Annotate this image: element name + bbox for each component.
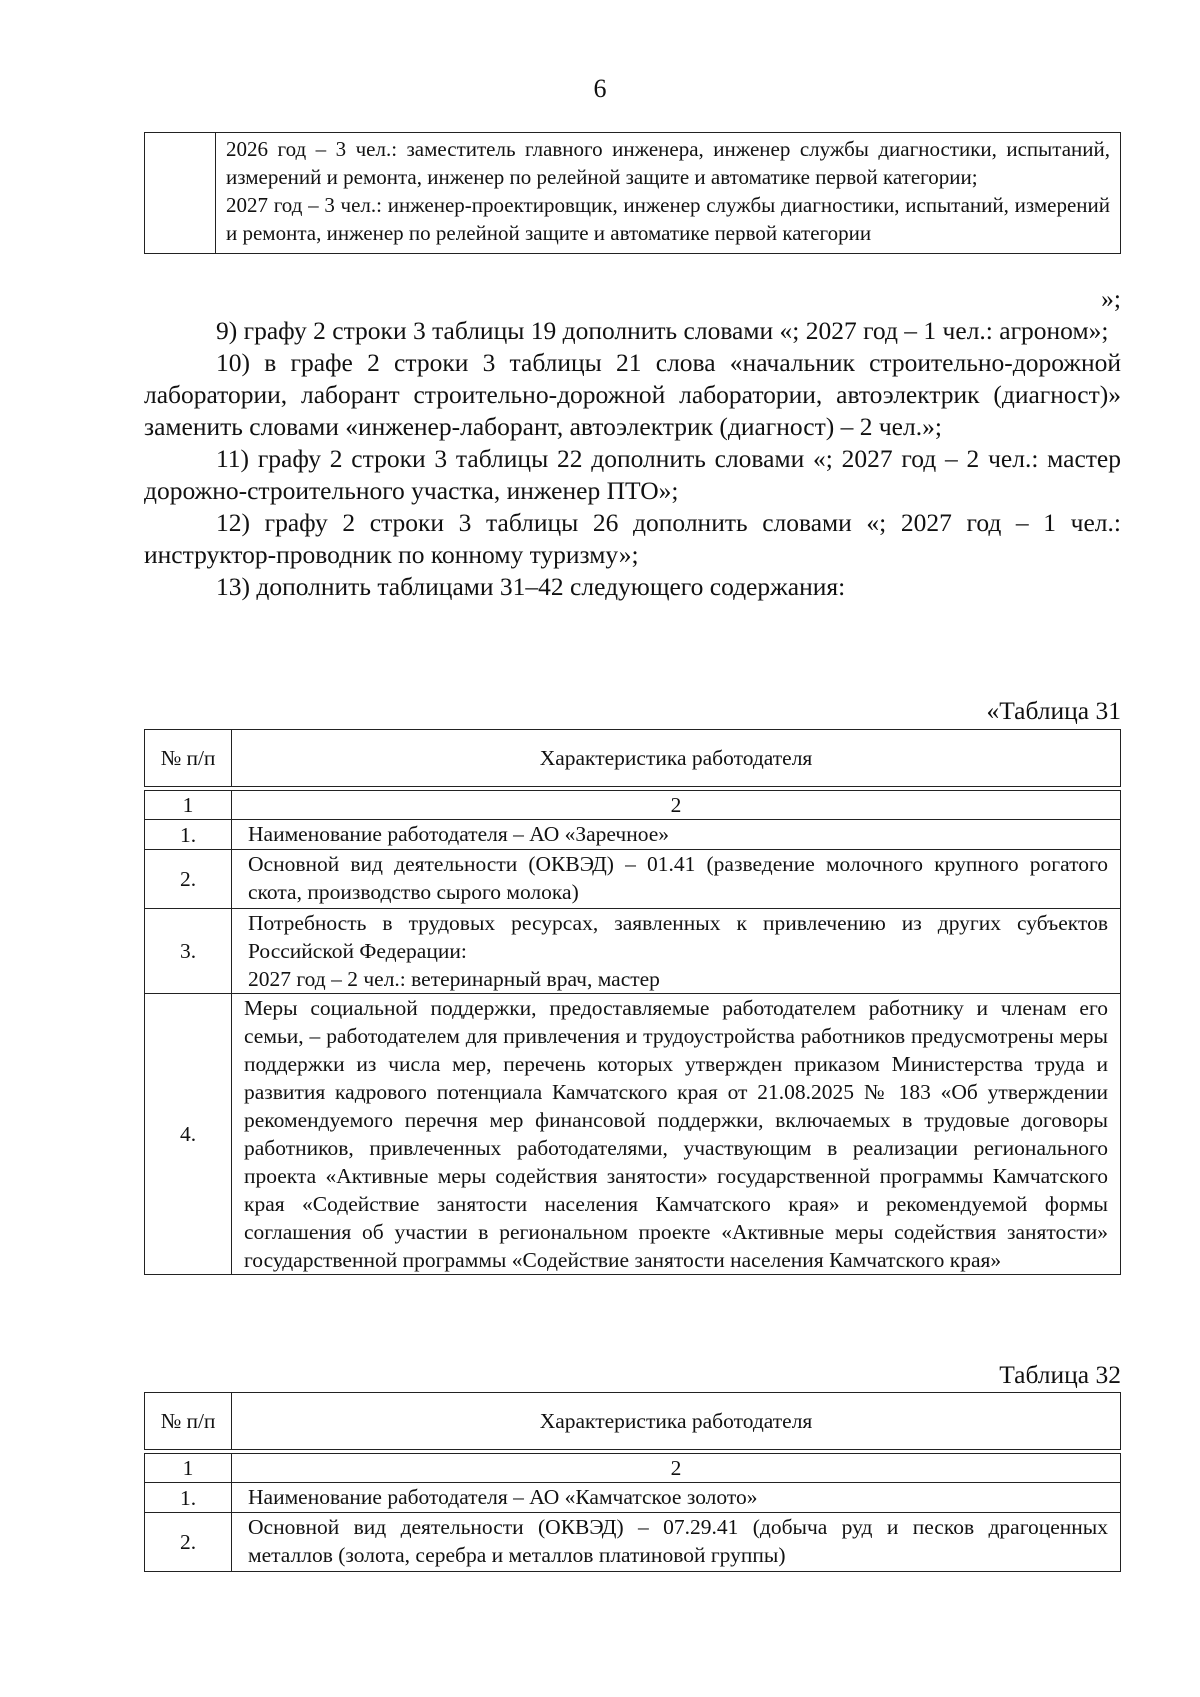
amendments-text	[144, 283, 1121, 603]
row-text: Основной вид деятельности (ОКВЭД) – 01.41 (разведение молочного крупного рогатого скота, производство сырого молока)	[232, 850, 1121, 909]
table-row	[145, 994, 1121, 1275]
col-characteristic-header: Характеристика работодателя	[232, 1393, 1121, 1450]
paragraph-9: 9) графу 2 строки 3 таблицы 19 дополнить словами «; 2027 год – 1 чел.: агроном»;	[216, 316, 1109, 345]
paragraph-12: 12) графу 2 строки 3 таблицы 26 дополнить словами «; 2027 год – 1 чел.: инструктор-проводник по конному туризму»;	[144, 508, 1121, 569]
table-row	[145, 133, 1121, 254]
table-numbering-row	[145, 791, 1121, 820]
table-row	[145, 820, 1121, 850]
table-row	[145, 909, 1121, 994]
col-number-index: 1	[145, 791, 232, 820]
table-header-row	[145, 730, 1121, 787]
table-row	[145, 1483, 1121, 1513]
col-number-index: 1	[145, 1454, 232, 1483]
table-row	[145, 1513, 1121, 1572]
row-number: 1.	[145, 820, 232, 850]
table-31	[144, 729, 1121, 1275]
table-numbering-row	[145, 1454, 1121, 1483]
row-number: 1.	[145, 1483, 232, 1513]
col-number-header: № п/п	[145, 1393, 232, 1450]
paragraph-13: 13) дополнить таблицами 31–42 следующего содержания:	[216, 572, 846, 601]
row-number: 4.	[145, 994, 232, 1275]
row-number: 3.	[145, 909, 232, 994]
table-32	[144, 1392, 1121, 1572]
closing-quote: »;	[1101, 284, 1121, 313]
continuation-cell: 2026 год – 3 чел.: заместитель главного инженера, инженер службы диагностики, испытаний, измерений и ремонта, инженер по релейной защите и автоматике первой категории; 2027 год – 3 чел.: инженер-проектировщик, инженер службы диагностики, испытаний, измерений и ремонта, инженер по релейной защите и автоматике первой категории	[216, 133, 1121, 254]
paragraph-10: 10) в графе 2 строки 3 таблицы 21 слова «начальник строительно-дорожной лаборатории, лаборант строительно-дорожной лаборатории, автоэлектрик (диагност)» заменить словами «инженер-лаборант, автоэлектрик (диагност) – 2 чел.»;	[144, 348, 1121, 441]
row-number: 2.	[145, 1513, 232, 1572]
table-31-label: «Таблица 31	[986, 696, 1121, 725]
row-text: Наименование работодателя – АО «Камчатское золото»	[232, 1483, 1121, 1513]
table-row	[145, 850, 1121, 909]
row-text: Меры социальной поддержки, предоставляемые работодателем работнику и членам его семьи, – работодателем для привлечения и трудоустройства работников предусмотрены меры поддержки из числа мер, перечень которых утвержден приказом Министерства труда и развития кадрового потенциала Камчатского края от 21.08.2025 № 183 «Об утверждении рекомендуемого перечня мер финансовой поддержки, включаемых в трудовые договоры работников, привлеченных работодателями, участвующим в реализации регионального проекта «Активные меры содействия занятости» государственной программы Камчатского края «Содействие занятости населения Камчатского края» и рекомендуемой формы соглашения об участии в региональном проекте «Активные меры содействия занятости» государственной программы «Содействие занятости населения Камчатского края»	[232, 994, 1121, 1275]
paragraph-11: 11) графу 2 строки 3 таблицы 22 дополнить словами «; 2027 год – 2 чел.: мастер дорожно-строительного участка, инженер ПТО»;	[144, 444, 1121, 505]
col-characteristic-header: Характеристика работодателя	[232, 730, 1121, 787]
col-characteristic-index: 2	[232, 791, 1121, 820]
page-number: 6	[593, 74, 607, 103]
continuation-table	[144, 132, 1121, 254]
table-32-label: Таблица 32	[999, 1360, 1121, 1389]
row-text: Основной вид деятельности (ОКВЭД) – 07.29.41 (добыча руд и песков драгоценных металлов (золота, серебра и металлов платиновой группы)	[232, 1513, 1121, 1572]
row-text: Наименование работодателя – АО «Заречное»	[232, 820, 1121, 850]
row-number: 2.	[145, 850, 232, 909]
table-header-row	[145, 1393, 1121, 1450]
col-characteristic-index: 2	[232, 1454, 1121, 1483]
row-text: Потребность в трудовых ресурсах, заявленных к привлечению из других субъектов Российской Федерации: 2027 год – 2 чел.: ветеринарный врач, мастер	[232, 909, 1121, 994]
col-number-header: № п/п	[145, 730, 232, 787]
empty-cell	[145, 133, 216, 254]
